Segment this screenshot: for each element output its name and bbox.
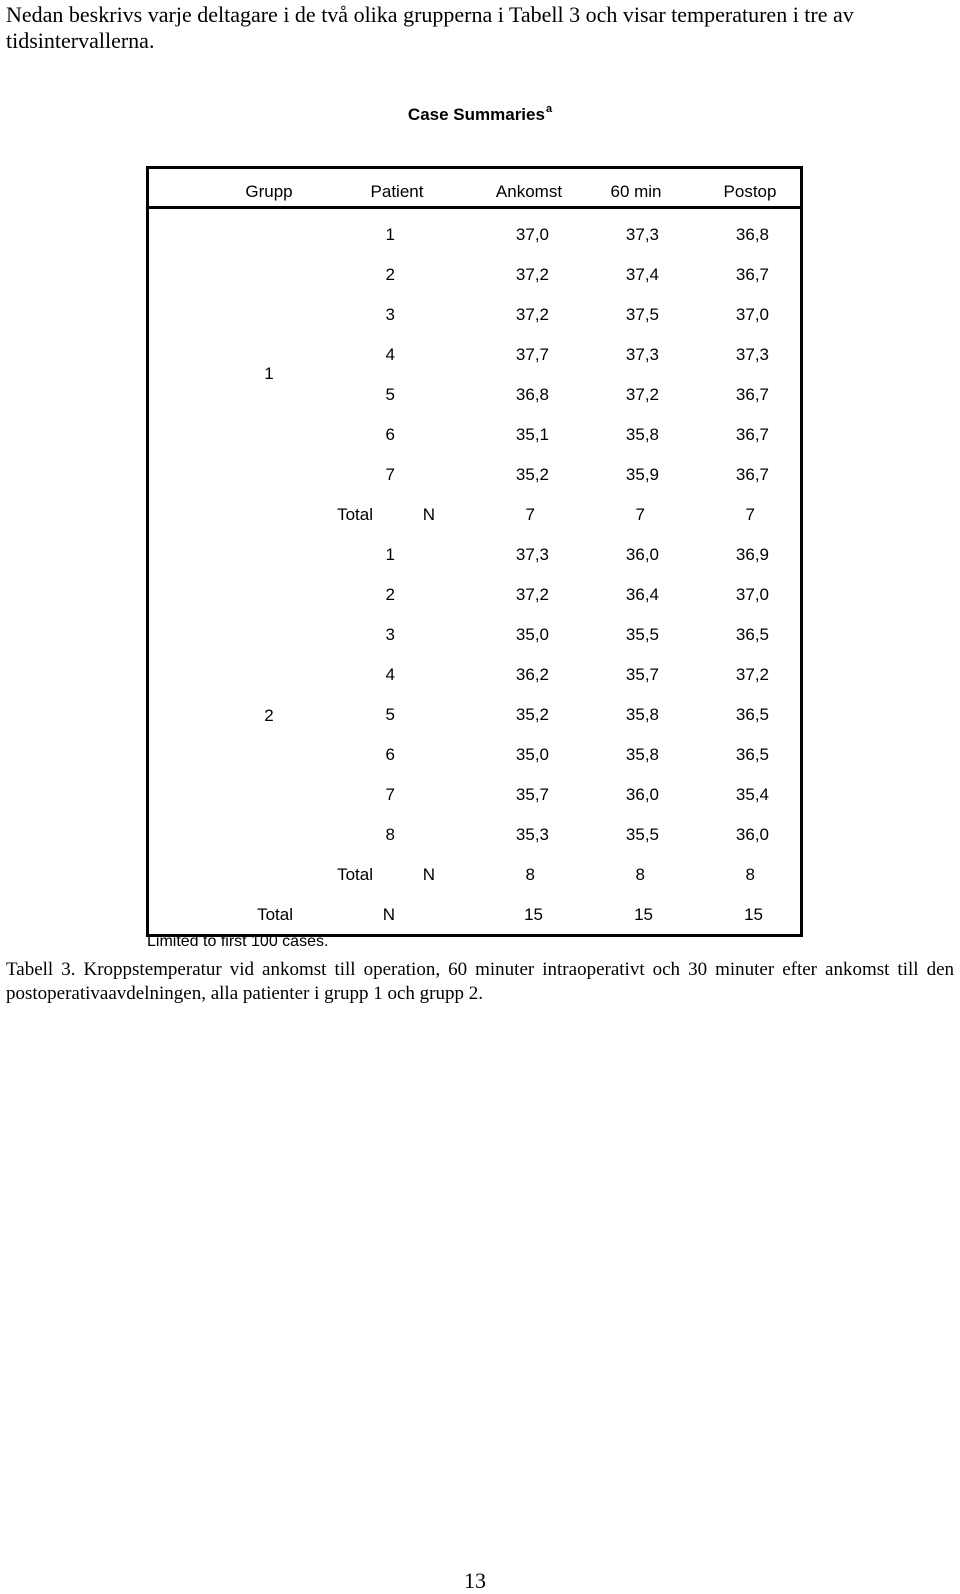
postop-cell: 36,7 xyxy=(735,425,769,444)
ankomst-cell: 15 xyxy=(524,905,543,924)
subtotal-label: Total xyxy=(337,865,373,884)
patient-cell: 4 xyxy=(385,345,395,364)
min60-cell: 35,8 xyxy=(625,745,659,764)
min60-cell: 36,0 xyxy=(625,785,659,804)
min60-cell: 36,0 xyxy=(625,545,659,564)
patient-cell: 4 xyxy=(385,665,395,684)
postop-cell: 36,5 xyxy=(735,745,769,764)
header-60min: 60 min xyxy=(610,182,662,201)
postop-cell: 36,7 xyxy=(735,465,769,484)
postop-cell: 37,3 xyxy=(735,345,769,364)
ankomst-cell: 36,8 xyxy=(515,385,549,404)
ankomst-cell: 35,3 xyxy=(515,825,549,844)
patient-cell: 1 xyxy=(385,545,395,564)
patient-cell: 5 xyxy=(385,385,395,404)
group-label: 2 xyxy=(264,706,274,725)
patient-cell: 2 xyxy=(385,585,395,604)
min60-cell: 36,4 xyxy=(625,585,659,604)
ankomst-cell: 35,2 xyxy=(515,705,549,724)
table-footnote: Limited to first 100 cases. xyxy=(147,933,329,950)
ankomst-cell: 37,2 xyxy=(515,585,549,604)
min60-cell: 35,8 xyxy=(625,425,659,444)
patient-cell: 3 xyxy=(385,305,395,324)
patient-cell: 2 xyxy=(385,265,395,284)
ankomst-cell: 37,3 xyxy=(515,545,549,564)
ankomst-cell: 7 xyxy=(525,505,535,524)
postop-cell: 36,9 xyxy=(735,545,769,564)
patient-cell: 7 xyxy=(385,465,395,484)
postop-cell: 36,7 xyxy=(735,265,769,284)
grand-total-label: Total xyxy=(257,905,293,924)
postop-cell: 8 xyxy=(745,865,755,884)
min60-cell: 37,3 xyxy=(625,225,659,244)
min60-cell: 37,2 xyxy=(625,385,659,404)
ankomst-cell: 37,7 xyxy=(515,345,549,364)
postop-cell: 36,5 xyxy=(735,705,769,724)
postop-cell: 36,8 xyxy=(735,225,769,244)
table-caption: Tabell 3. Kroppstemperatur vid ankomst till operation, 60 minuter intraoperativt och 30 minuter efter ankomst till den postoperativaavdelningen, alla patienter i grupp 1 och grupp 2. xyxy=(6,959,954,1004)
postop-cell: 15 xyxy=(744,905,763,924)
ankomst-cell: 36,2 xyxy=(515,665,549,684)
min60-cell: 37,3 xyxy=(625,345,659,364)
header-patient: Patient xyxy=(370,182,424,201)
postop-cell: 7 xyxy=(745,505,755,524)
table-title-footnote-marker: a xyxy=(545,103,553,115)
header-ankomst: Ankomst xyxy=(495,182,563,201)
patient-cell: 1 xyxy=(385,225,395,244)
ankomst-cell: 37,2 xyxy=(515,265,549,284)
patient-cell: 6 xyxy=(385,425,395,444)
subtotal-stat: N xyxy=(422,505,435,524)
header-grupp: Grupp xyxy=(245,182,293,201)
subtotal-label: Total xyxy=(337,505,373,524)
ankomst-cell: 35,0 xyxy=(515,625,549,644)
min60-cell: 35,7 xyxy=(625,665,659,684)
ankomst-cell: 35,0 xyxy=(515,745,549,764)
table-title xyxy=(0,103,960,125)
min60-cell: 35,8 xyxy=(625,705,659,724)
header-postop: Postop xyxy=(723,182,777,201)
ankomst-cell: 37,2 xyxy=(515,305,549,324)
min60-cell: 37,5 xyxy=(625,305,659,324)
min60-cell: 35,5 xyxy=(625,625,659,644)
page-number: 13 xyxy=(464,1568,486,1593)
min60-cell: 35,9 xyxy=(625,465,659,484)
postop-cell: 36,7 xyxy=(735,385,769,404)
table-title-text: Case Summaries xyxy=(407,105,545,124)
patient-cell: 5 xyxy=(385,705,395,724)
case-summaries-table xyxy=(146,166,803,937)
patient-cell: 7 xyxy=(385,785,395,804)
min60-cell: 37,4 xyxy=(625,265,659,284)
patient-cell: 8 xyxy=(385,825,395,844)
min60-cell: 7 xyxy=(635,505,645,524)
patient-cell: 3 xyxy=(385,625,395,644)
ankomst-cell: 8 xyxy=(525,865,535,884)
group-label: 1 xyxy=(264,364,274,383)
postop-cell: 37,0 xyxy=(735,305,769,324)
grand-total-stat: N xyxy=(382,905,395,924)
postop-cell: 35,4 xyxy=(735,785,769,804)
ankomst-cell: 35,1 xyxy=(515,425,549,444)
postop-cell: 37,2 xyxy=(735,665,769,684)
min60-cell: 35,5 xyxy=(625,825,659,844)
min60-cell: 15 xyxy=(634,905,653,924)
ankomst-cell: 35,2 xyxy=(515,465,549,484)
postop-cell: 36,5 xyxy=(735,625,769,644)
intro-paragraph: Nedan beskrivs varje deltagare i de två olika grupperna i Tabell 3 och visar temperaturen i tre av tidsintervallerna. xyxy=(6,2,854,53)
min60-cell: 8 xyxy=(635,865,645,884)
postop-cell: 37,0 xyxy=(735,585,769,604)
subtotal-stat: N xyxy=(422,865,435,884)
ankomst-cell: 35,7 xyxy=(515,785,549,804)
postop-cell: 36,0 xyxy=(735,825,769,844)
patient-cell: 6 xyxy=(385,745,395,764)
ankomst-cell: 37,0 xyxy=(515,225,549,244)
